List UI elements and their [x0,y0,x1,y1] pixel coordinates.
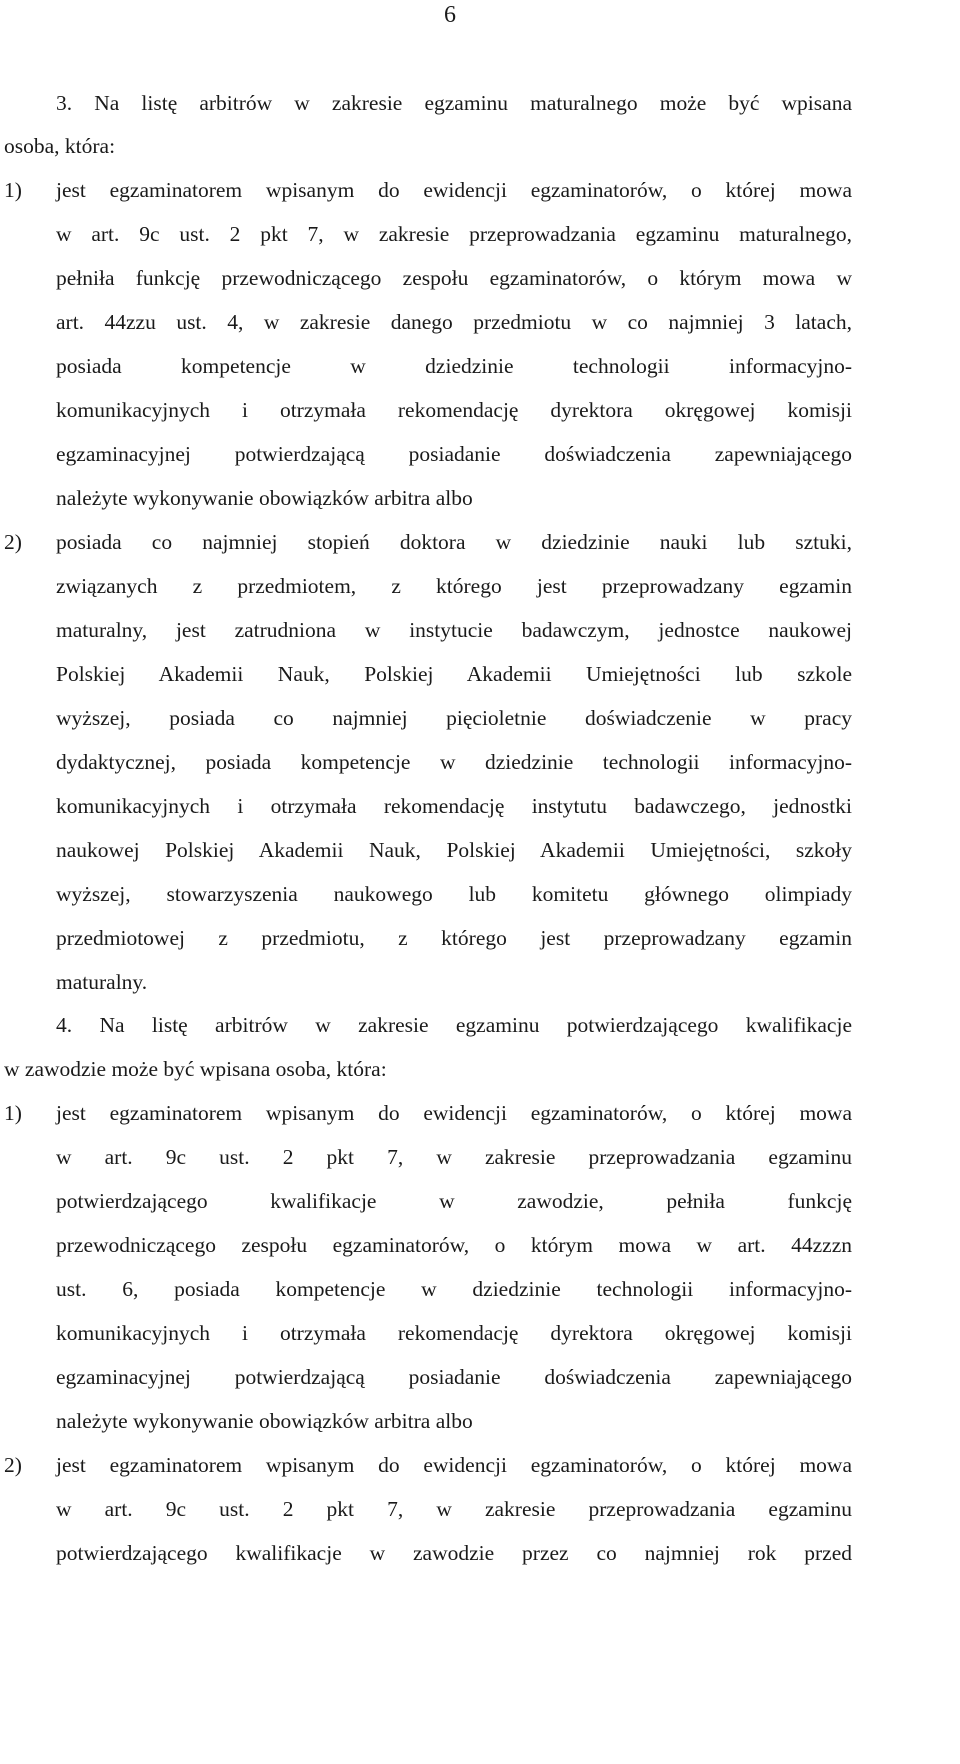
text-line: posiada kompetencje w dziedzinie technologii informacyjno- [56,354,852,378]
text-line: jest egzaminatorem wpisanym do ewidencji egzaminatorów, o której mowa [56,1101,852,1125]
text-line: egzaminacyjnej potwierdzającą posiadanie doświadczenia zapewniającego [56,1365,852,1389]
text-line: maturalny, jest zatrudniona w instytucie badawczym, jednostce naukowej [56,618,852,642]
text-line: przewodniczącego zespołu egzaminatorów, o którym mowa w art. 44zzzn [56,1233,852,1257]
list-marker: 1) [4,1101,22,1125]
text-line: ust. 6, posiada kompetencje w dziedzinie technologii informacyjno- [56,1277,852,1301]
text-line: Polskiej Akademii Nauk, Polskiej Akademii Umiejętności lub szkole [56,662,852,686]
text-line: należyte wykonywanie obowiązków arbitra albo [56,1409,473,1433]
text-line: egzaminacyjnej potwierdzającą posiadanie doświadczenia zapewniającego [56,442,852,466]
text-line: posiada co najmniej stopień doktora w dziedzinie nauki lub sztuki, [56,530,852,554]
text-line: potwierdzającego kwalifikacje w zawodzie, pełniła funkcję [56,1189,852,1213]
text-line: komunikacyjnych i otrzymała rekomendację dyrektora okręgowej komisji [56,398,852,422]
text-line: naukowej Polskiej Akademii Nauk, Polskiej Akademii Umiejętności, szkoły [56,838,852,862]
text-line: należyte wykonywanie obowiązków arbitra albo [56,486,473,510]
text-line: 4. Na listę arbitrów w zakresie egzaminu potwierdzającego kwalifikacje [56,1013,852,1037]
text-line: wyższej, posiada co najmniej pięcioletnie doświadczenie w pracy [56,706,852,730]
text-line: art. 44zzu ust. 4, w zakresie danego przedmiotu w co najmniej 3 latach, [56,310,852,334]
list-marker: 2) [4,530,22,554]
page-number: 6 [444,2,456,28]
text-line: w art. 9c ust. 2 pkt 7, w zakresie przeprowadzania egzaminu [56,1145,852,1169]
text-line: potwierdzającego kwalifikacje w zawodzie przez co najmniej rok przed [56,1541,852,1565]
text-line: związanych z przedmiotem, z którego jest przeprowadzany egzamin [56,574,852,598]
text-line: pełniła funkcję przewodniczącego zespołu egzaminatorów, o którym mowa w [56,266,852,290]
text-line: 3. Na listę arbitrów w zakresie egzaminu maturalnego może być wpisana [56,91,852,115]
text-line: jest egzaminatorem wpisanym do ewidencji egzaminatorów, o której mowa [56,1453,852,1477]
text-line: jest egzaminatorem wpisanym do ewidencji egzaminatorów, o której mowa [56,178,852,202]
text-line: osoba, która: [4,134,116,158]
text-line: komunikacyjnych i otrzymała rekomendację instytutu badawczego, jednostki [56,794,852,818]
text-line: maturalny. [56,970,148,994]
text-line: dydaktycznej, posiada kompetencje w dziedzinie technologii informacyjno- [56,750,852,774]
text-line: w zawodzie może być wpisana osoba, która: [4,1057,387,1081]
text-line: wyższej, stowarzyszenia naukowego lub komitetu głównego olimpiady [56,882,852,906]
text-line: przedmiotowej z przedmiotu, z którego jest przeprowadzany egzamin [56,926,852,950]
text-line: w art. 9c ust. 2 pkt 7, w zakresie przeprowadzania egzaminu maturalnego, [56,222,852,246]
text-line: w art. 9c ust. 2 pkt 7, w zakresie przeprowadzania egzaminu [56,1497,852,1521]
text-line: komunikacyjnych i otrzymała rekomendację dyrektora okręgowej komisji [56,1321,852,1345]
list-marker: 1) [4,178,22,202]
list-marker: 2) [4,1453,22,1477]
